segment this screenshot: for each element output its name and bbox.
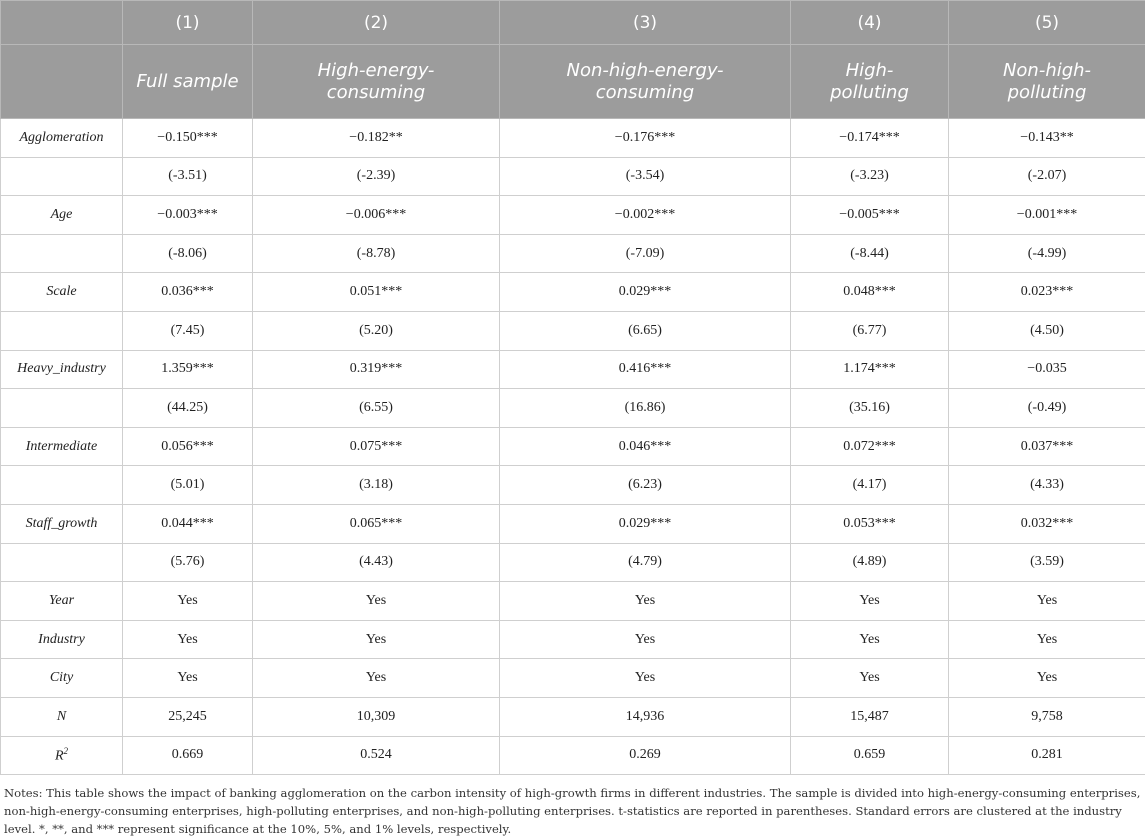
table-row [1,582,1145,621]
table-cell: (35.16) [791,389,949,428]
row-label [1,350,123,389]
column-name-text: Non-high-energy-consuming [566,59,724,103]
column-number: (3) [500,1,791,45]
table-cell: Yes [123,620,253,659]
table-cell: Yes [791,620,949,659]
table-cell: (5.76) [123,543,253,582]
table-cell: 9,758 [949,697,1145,736]
table-cell: (6.55) [253,389,500,428]
row-label [1,311,123,350]
table-cell: −0.150*** [123,119,253,158]
column-name-text: Non-high-polluting [1002,59,1092,103]
table-cell: 14,936 [500,697,791,736]
table-cell: −0.182** [253,119,500,158]
table-cell: (-7.09) [500,234,791,273]
table-cell: Yes [123,582,253,621]
column-name [791,45,949,119]
table-cell: (6.65) [500,311,791,350]
table-cell: Yes [791,659,949,698]
table-row [1,350,1145,389]
table-cell: Yes [949,620,1145,659]
table-cell: −0.006*** [253,196,500,235]
table-cell: Yes [500,582,791,621]
table-row [1,504,1145,543]
table-cell: 0.046*** [500,427,791,466]
table-notes: Notes: This table shows the impact of banking agglomeration on the carbon intensity of high-growth firms in different industries. The sample is divided into high-energy-consuming enterprises, non-high-energy-consuming enterprises, high-polluting enterprises, and non-high-polluting enterprises. t-statistics are reported in parentheses. Standard errors are clustered at the industry level. *, **, and *** represent significance at the 10%, 5%, and 1% levels, respectively. [4,786,1141,836]
row-label-text: City [49,670,74,686]
row-label-superscript: 2 [63,745,69,756]
header-corner-cell [1,45,123,119]
table-cell: (6.77) [791,311,949,350]
table-cell: (3.59) [949,543,1145,582]
table-cell: (4.89) [791,543,949,582]
table-cell: 0.669 [123,736,253,775]
column-name-text: Full sample [136,70,239,92]
table-cell: (-8.06) [123,234,253,273]
table-row [1,736,1145,775]
table-cell: −0.003*** [123,196,253,235]
table-cell: 0.281 [949,736,1145,775]
table-cell: (-0.49) [949,389,1145,428]
table-cell: 0.029*** [500,273,791,312]
table-cell: (4.43) [253,543,500,582]
table-cell: 0.416*** [500,350,791,389]
table-cell: Yes [253,582,500,621]
table-cell: 0.037*** [949,427,1145,466]
row-label [1,697,123,736]
table-cell: 0.075*** [253,427,500,466]
table-cell: 0.029*** [500,504,791,543]
table-cell: 0.319*** [253,350,500,389]
column-name [123,45,253,119]
table-cell: 0.056*** [123,427,253,466]
header-corner-cell [1,1,123,45]
row-label [1,273,123,312]
table-row [1,196,1145,235]
column-number: (2) [253,1,500,45]
row-label-text: Heavy_industry [17,361,106,377]
table-cell: 0.072*** [791,427,949,466]
column-name-text: High-polluting [830,59,909,103]
table-cell: Yes [253,659,500,698]
table-cell: 0.659 [791,736,949,775]
row-label-text: N [56,708,67,724]
column-number: (4) [791,1,949,45]
table-cell: 0.051*** [253,273,500,312]
table-row [1,273,1145,312]
row-label-text: Staff_growth [25,515,98,531]
row-label-text: Age [50,206,73,222]
table-cell: −0.001*** [949,196,1145,235]
table-row [1,620,1145,659]
table-cell: −0.005*** [791,196,949,235]
table-cell: 0.065*** [253,504,500,543]
table-row [1,311,1145,350]
row-label [1,157,123,196]
table-cell: 1.174*** [791,350,949,389]
table-cell: 1.359*** [123,350,253,389]
table-cell: Yes [123,659,253,698]
table-cell: (-2.39) [253,157,500,196]
table-row [1,543,1145,582]
table-cell: Yes [949,582,1145,621]
row-label-text: Industry [38,631,85,647]
table-cell: −0.143** [949,119,1145,158]
row-label-text: Agglomeration [19,129,104,145]
table-cell: (4.17) [791,466,949,505]
table-cell: 0.269 [500,736,791,775]
table-cell: 0.048*** [791,273,949,312]
header-row-numbers [1,1,1145,45]
row-label [1,543,123,582]
table-cell: Yes [253,620,500,659]
table-cell: 0.023*** [949,273,1145,312]
table-row [1,466,1145,505]
table-cell: 0.524 [253,736,500,775]
column-number: (1) [123,1,253,45]
table-cell: (-3.23) [791,157,949,196]
row-label [1,234,123,273]
table-cell: Yes [500,659,791,698]
table-row [1,389,1145,428]
table-cell: 0.044*** [123,504,253,543]
table-cell: 10,309 [253,697,500,736]
table-cell: 0.036*** [123,273,253,312]
table-row [1,119,1145,158]
table-cell: −0.174*** [791,119,949,158]
row-label [1,620,123,659]
table-cell: (4.50) [949,311,1145,350]
row-label [1,196,123,235]
table-cell: 0.032*** [949,504,1145,543]
table-cell: (5.20) [253,311,500,350]
table-row [1,234,1145,273]
table-cell: (4.79) [500,543,791,582]
table-cell: (7.45) [123,311,253,350]
row-label [1,582,123,621]
table-cell: (-4.99) [949,234,1145,273]
column-name [949,45,1145,119]
row-label [1,119,123,158]
row-label-text: R [54,748,64,764]
table-cell: (-2.07) [949,157,1145,196]
row-label-text: Scale [46,284,77,300]
table-cell: (3.18) [253,466,500,505]
table-cell: 25,245 [123,697,253,736]
table-cell: (5.01) [123,466,253,505]
table-cell: (6.23) [500,466,791,505]
table-cell: 15,487 [791,697,949,736]
table-cell: Yes [791,582,949,621]
header-row-names [1,45,1145,119]
table-cell: (4.33) [949,466,1145,505]
row-label [1,389,123,428]
row-label [1,504,123,543]
table-body [1,119,1145,775]
table-row [1,427,1145,466]
column-name [253,45,500,119]
table-cell: −0.035 [949,350,1145,389]
column-name [500,45,791,119]
table-row [1,697,1145,736]
column-name-text: High-energy-consuming [317,59,435,103]
table-cell: (-3.54) [500,157,791,196]
row-label [1,466,123,505]
table-cell: Yes [500,620,791,659]
table-cell: Yes [949,659,1145,698]
table-cell: (-3.51) [123,157,253,196]
row-label [1,736,123,775]
row-label-text: Year [48,592,75,608]
table-cell: (-8.44) [791,234,949,273]
row-label-text: Intermediate [25,438,98,454]
row-label [1,659,123,698]
table-cell: −0.176*** [500,119,791,158]
table-cell: (16.86) [500,389,791,428]
table-row [1,157,1145,196]
table-cell: (44.25) [123,389,253,428]
table-cell: 0.053*** [791,504,949,543]
table-cell: −0.002*** [500,196,791,235]
table-row [1,659,1145,698]
column-number: (5) [949,1,1145,45]
row-label [1,427,123,466]
table-cell: (-8.78) [253,234,500,273]
